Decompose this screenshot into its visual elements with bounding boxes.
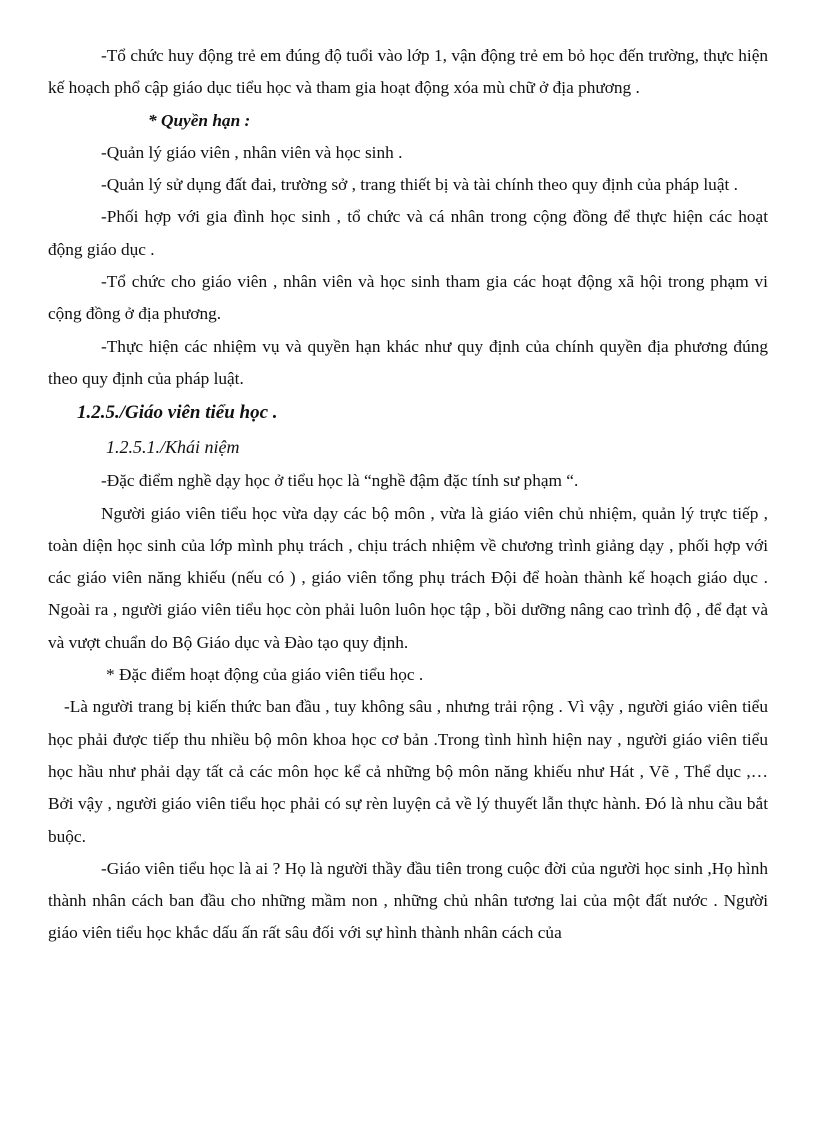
rights-item-manage-staff: -Quản lý giáo viên , nhân viên và học sinh . <box>101 142 403 162</box>
paragraph-first-teacher: -Giáo viên tiểu học là ai ? Họ là người thầy đầu tiên trong cuộc đời của người học sinh ,Họ hình thành nhân cách ban đầu cho những mầm non , những chủ nhân tương lai của một đất nước . Người giáo viên tiểu học khắc dấu ấn rất sâu đối với sự hình thành nhân cách của <box>48 858 768 943</box>
section-heading: 1.2.5./Giáo viên tiểu học . <box>77 402 278 424</box>
rights-item-other-duties: -Thực hiện các nhiệm vụ và quyền hạn khác như quy định của chính quyền địa phương đúng theo quy định của pháp luật. <box>48 336 768 388</box>
paragraph-teaching-nature: -Đặc điểm nghề dạy học ở tiểu học là “nghề đậm đặc tính sư phạm “. <box>101 471 579 491</box>
features-heading: * Đặc điểm hoạt động của giáo viên tiểu học . <box>106 665 424 685</box>
paragraph-teacher-role: Người giáo viên tiểu học vừa dạy các bộ môn , vừa là giáo viên chủ nhiệm, quản lý trực tiếp , toàn diện học sinh của lớp mình phụ trách , chịu trách nhiệm về chương trình giảng dạy , phối hợp với các giáo viên năng khiếu (nếu có ) , giáo viên tổng phụ trách Đội để hoàn thành kế hoạch giáo dục . Ngoài ra , người giáo viên tiểu học còn phải luôn luôn học tập , bồi dưỡng nâng cao trình độ , để đạt và và vượt chuẩn do Bộ Giáo dục và Đào tạo quy định. <box>48 503 768 652</box>
subsection-heading: 1.2.5.1./Khái niệm <box>106 437 240 458</box>
rights-item-social-activities: -Tổ chức cho giáo viên , nhân viên và học sinh tham gia các hoạt động xã hội trong phạm vi cộng đồng ở địa phương. <box>48 272 768 324</box>
paragraph-school-duties: -Tổ chức huy động trẻ em đúng độ tuổi vào lớp 1, vận động trẻ em bỏ học đến trường, thực hiện kế hoạch phổ cập giáo dục tiểu học và tham gia hoạt động xóa mù chữ ở địa phương . <box>48 46 768 98</box>
rights-heading: * Quyền hạn : <box>148 110 251 130</box>
paragraph-knowledge-breadth: -Là người trang bị kiến thức ban đầu , tuy không sâu , nhưng trải rộng . Vì vậy , người giáo viên tiểu học phải được tiếp thu nhiều bộ môn khoa học cơ bản .Trong tình hình hiện nay , người giáo viên tiểu học hầu như phải dạy tất cả các môn học kể cả những bộ môn năng khiếu như Hát , Vẽ , Thể dục ,…Bởi vậy , người giáo viên tiểu học phải có sự rèn luyện cả về lý thuyết lẫn thực hành. Đó là nhu cầu bắt buộc. <box>48 697 768 846</box>
rights-item-manage-assets: -Quản lý sử dụng đất đai, trường sở , trang thiết bị và tài chính theo quy định của pháp luật . <box>101 175 738 195</box>
rights-item-coordinate: -Phối hợp với gia đình học sinh , tổ chức và cá nhân trong cộng đồng để thực hiện các hoạt động giáo dục . <box>48 207 768 259</box>
